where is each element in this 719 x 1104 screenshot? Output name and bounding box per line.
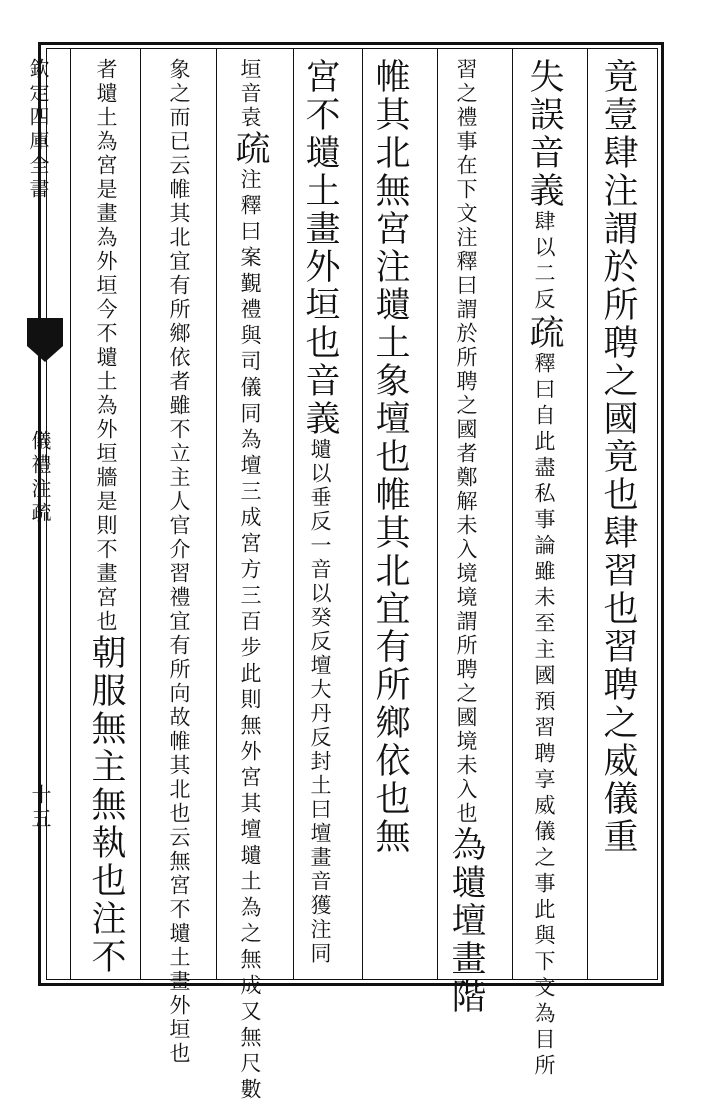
column-rule [216, 48, 217, 980]
column-rule [140, 48, 141, 980]
fishtail-mark [27, 318, 63, 362]
commentary-text: 注釋曰案覲禮與司儀同為壇三成宮方三百步此則無外宮其壇壝土為之無成又無尺數 [238, 168, 262, 1104]
library-title: 欽定四庫全書 [26, 58, 50, 202]
inner-border [46, 48, 658, 980]
column-rule [70, 48, 71, 980]
gloss-text: 垣音袁 [238, 58, 262, 130]
book-title: 儀禮注疏 [28, 430, 52, 526]
main-text: 朝服無主無執也注不 [86, 634, 126, 976]
text-column-7 [168, 58, 189, 1066]
text-column-8 [86, 58, 126, 976]
main-text: 帷其北無宮注壝土象壇也帷其北宜有所鄉依也無 [370, 58, 410, 856]
column-rule [512, 48, 513, 980]
main-text: 疏 [524, 314, 564, 352]
main-text: 宮不壝土畫外垣也音義 [300, 58, 340, 438]
text-column-4 [370, 58, 410, 856]
main-text: 疏 [230, 130, 270, 168]
text-column-6 [230, 58, 270, 1104]
gloss-text: 壝以垂反一音以癸反壇大丹反封土曰壇畫音獲注同 [308, 438, 332, 966]
page-number: 十五 [28, 784, 52, 832]
commentary-text: 者壝土為宮是畫為外垣今不壝土為外垣牆是則不畫宮也 [94, 58, 118, 634]
column-rule [362, 48, 363, 980]
text-column-1 [598, 58, 638, 856]
main-text: 竟壹肆注謂於所聘之國竟也肆習也習聘之威儀重 [598, 58, 638, 856]
column-rule [587, 48, 588, 980]
commentary-text: 象之而已云帷其北宜有所鄉依者雖不立主人官介習禮宜有所向故帷其北也云無宮不壝土畫外垣也 [167, 58, 191, 1066]
gloss-text: 釋曰自此盡私事論雖未至主國預習聘享威儀之事此與下文為目所 [532, 352, 556, 1080]
gloss-text: 肆以二反 [532, 210, 556, 314]
column-rule [437, 48, 438, 980]
text-column-2 [524, 58, 564, 1080]
text-column-3 [446, 58, 486, 1016]
text-column-5 [300, 58, 340, 966]
main-text: 為壝壇畫階 [446, 826, 486, 1016]
commentary-text: 習之禮事在下文注釋曰謂於所聘之國者鄭解未入境境謂所聘之國境未入也 [454, 58, 478, 826]
main-text: 失誤音義 [524, 58, 564, 210]
column-rule [293, 48, 294, 980]
